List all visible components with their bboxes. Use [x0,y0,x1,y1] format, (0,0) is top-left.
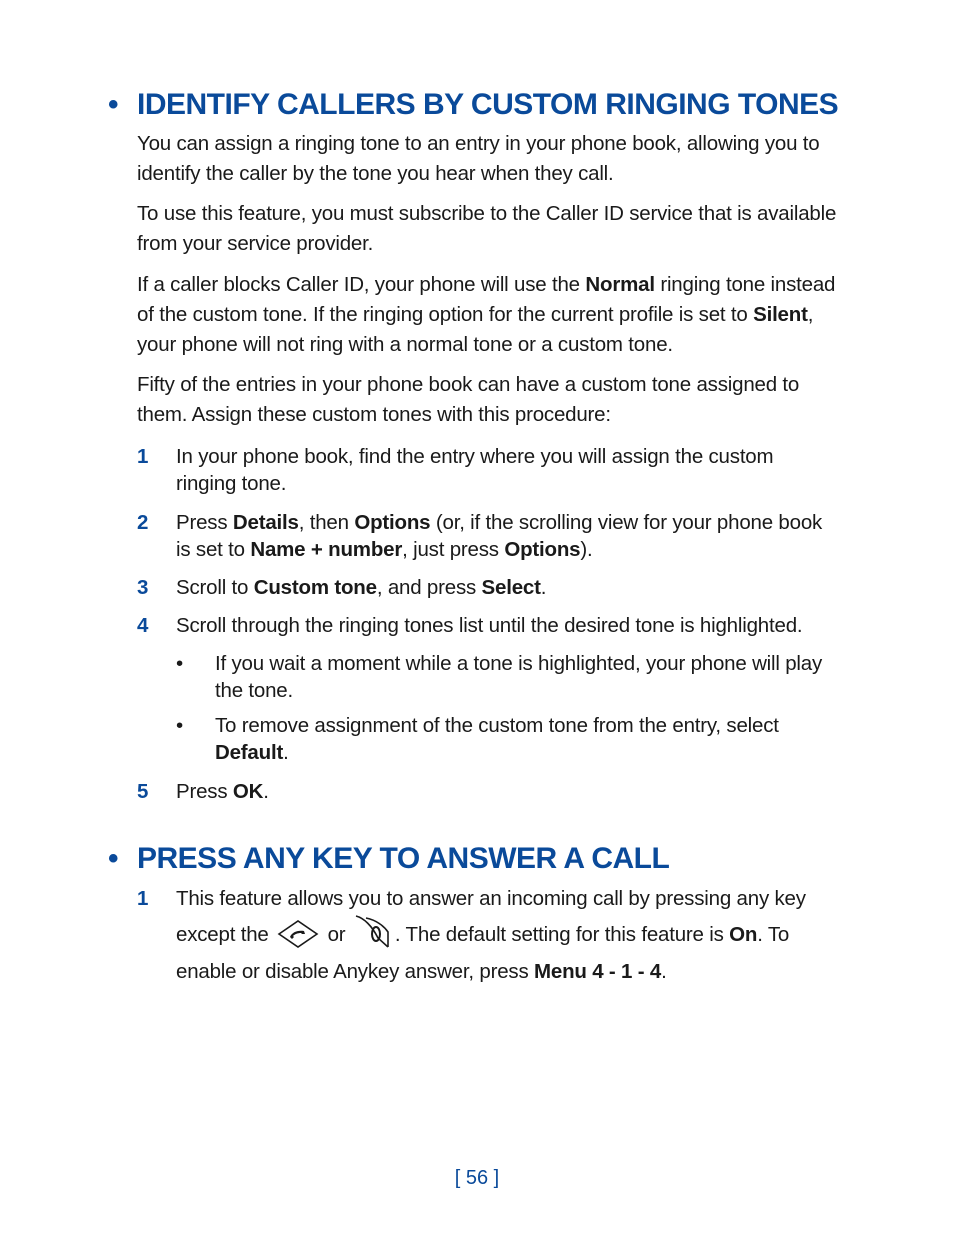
term-select: Select [481,576,541,599]
step-text: In your phone book, find the entry where you will assign the custom ringing tone. [176,445,774,495]
step-3 [137,574,837,601]
paragraph-assign-tone: You can assign a ringing tone to an entry in your phone book, allowing you to identify the caller by the tone you hear when they call. [137,132,820,185]
term-options: Options [504,538,581,561]
text-run: , and press [376,576,482,599]
step-text [176,574,837,601]
term-details: Details [232,511,299,534]
step-2 [137,509,837,563]
text-run: , then [298,511,355,534]
term-ok: OK [232,780,264,803]
zero-key-icon [354,914,392,957]
term-default: Default [215,741,284,764]
step-5 [137,778,837,805]
step-text [176,778,837,805]
sub-bullet-remove-assignment [176,712,836,766]
bullet-dot: • [176,714,183,737]
text-run: , your phone will not ring with a normal tone or a custom tone. [137,303,814,356]
term-custom-tone: Custom tone [253,576,377,599]
step-number: 3 [137,576,149,599]
text-run: . [661,960,667,983]
step-any-key-1 [137,884,837,987]
text-run: ). [580,538,593,561]
step-number: 1 [137,887,149,910]
text-run: . [263,780,269,803]
heading-text: PRESS ANY KEY TO ANSWER A CALL [137,842,670,875]
text-run: . To enable or disable Anykey answer, press [176,923,790,983]
section-heading-custom-ringing-tones [108,88,838,122]
text-run: or [322,923,351,946]
term-normal: Normal [585,273,655,296]
text-run: To remove assignment of the custom tone from the entry, select [215,714,779,737]
text-run: . [540,576,547,599]
paragraph-fifty-entries: Fifty of the entries in your phone book can have a custom tone assigned to them. Assign these custom tones with this procedure: [137,373,800,426]
heading-text: IDENTIFY CALLERS BY CUSTOM RINGING TONES [137,88,839,121]
step-number: 5 [137,780,149,803]
term-name-number: Name + number [250,538,403,561]
step-text [176,509,837,563]
paragraph-caller-id-requirement: To use this feature, you must subscribe to the Caller ID service that is available from your service provider. [137,202,837,255]
heading-bullet: • [108,842,119,875]
sub-bullet-play-tone [176,650,836,704]
text-run: Press [176,780,233,803]
text-run: ringing tone instead of the custom tone. If the ringing option for the current profile is set to [137,273,836,326]
page-number: [ 56 ] [454,1167,500,1189]
term-silent: Silent [753,303,808,326]
step-text [176,884,837,987]
text-run: . [283,741,289,764]
bullet-dot: • [176,652,183,675]
text-run: , just press [402,538,505,561]
section-heading-any-key-answer [108,842,669,876]
step-text: Scroll through the ringing tones list until the desired tone is highlighted. [176,614,803,637]
text-run: This feature allows you to answer an incoming call by pressing any key except the [176,887,806,946]
sub-bullet-text: If you wait a moment while a tone is highlighted, your phone will play the tone. [215,652,823,702]
heading-bullet: • [108,88,119,121]
text-run: (or, if the scrolling view for your phone book is set to [176,511,823,561]
end-call-key-icon [277,918,319,957]
term-menu-path: Menu 4 - 1 - 4 [534,960,662,983]
term-on: On [729,923,758,946]
text-run: If a caller blocks Caller ID, your phone will use the [137,273,586,296]
step-4 [137,612,847,639]
text-run: Scroll to [176,576,254,599]
paragraph-blocked-caller-id [137,270,847,360]
text-run: Press [176,511,233,534]
text-run: . The default setting for this feature is [394,923,730,946]
step-number: 4 [137,614,149,637]
term-options: Options [354,511,431,534]
step-number: 2 [137,511,149,534]
step-number: 1 [137,445,149,468]
sub-bullet-text [215,712,836,766]
step-1 [137,443,837,497]
